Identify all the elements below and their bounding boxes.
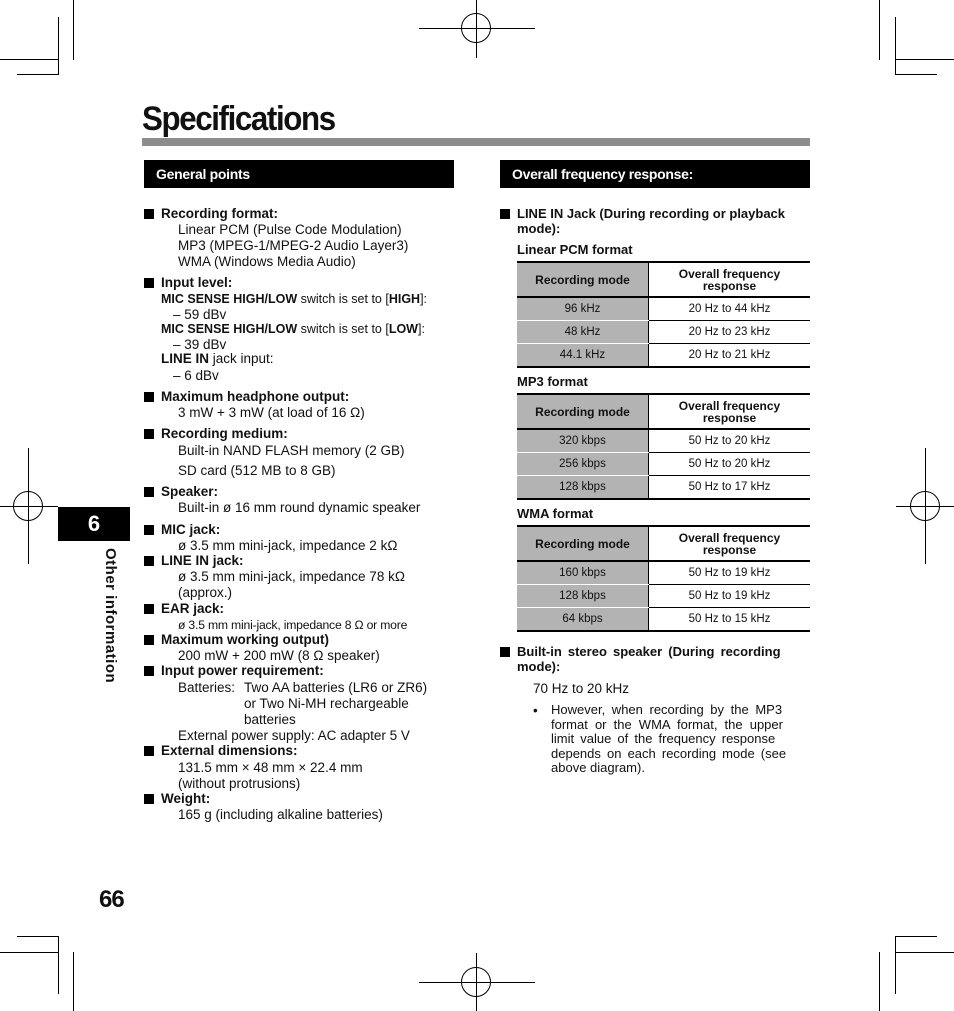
table-row: 96 kHz 20 Hz to 44 kHz	[517, 297, 810, 321]
table-row: 128 kbps 50 Hz to 19 kHz	[517, 585, 810, 608]
chapter-label: Other information	[102, 548, 119, 684]
bullet-square	[144, 635, 154, 645]
bullet-square	[144, 525, 154, 535]
frequency-response-heading: Overall frequency response:	[500, 160, 810, 188]
table-row: 48 kHz 20 Hz to 23 kHz	[517, 321, 810, 344]
bullet-square	[144, 556, 154, 566]
header-overall-frequency: Overall frequency response	[649, 526, 811, 561]
header-recording-mode: Recording mode	[517, 526, 649, 561]
bullet-square	[144, 429, 154, 439]
page-title: Specifications	[142, 100, 335, 138]
header-recording-mode: Recording mode	[517, 262, 649, 297]
table-title-wma: WMA format	[517, 506, 594, 521]
bullet-square	[500, 647, 510, 657]
table-row: 64 kbps 50 Hz to 15 kHz	[517, 608, 810, 632]
bullet-dot: •	[533, 703, 538, 718]
bullet-square	[500, 209, 510, 219]
header-recording-mode: Recording mode	[517, 394, 649, 429]
header-overall-frequency: Overall frequency response	[649, 394, 811, 429]
table-header-row	[517, 394, 810, 429]
table-row: 256 kbps 50 Hz to 20 kHz	[517, 453, 810, 476]
general-points-heading: General points	[144, 160, 454, 188]
bullet-square	[144, 604, 154, 614]
page-number: 66	[99, 886, 124, 913]
table-row: 44.1 kHz 20 Hz to 21 kHz	[517, 344, 810, 368]
mp3-table	[517, 393, 810, 500]
chapter-tab: 6	[58, 507, 130, 541]
header-overall-frequency: Overall frequency response	[649, 262, 811, 297]
table-row: 160 kbps 50 Hz to 19 kHz	[517, 561, 810, 585]
table-header-row	[517, 262, 810, 297]
title-rule	[142, 138, 810, 146]
bullet-square	[144, 487, 154, 497]
bullet-square	[144, 209, 154, 219]
bullet-square	[144, 666, 154, 676]
bullet-square	[144, 392, 154, 402]
bullet-square	[144, 794, 154, 804]
linear-pcm-table	[517, 261, 810, 368]
table-row: 128 kbps 50 Hz to 17 kHz	[517, 476, 810, 500]
table-title-linear-pcm: Linear PCM format	[517, 242, 633, 257]
table-title-mp3: MP3 format	[517, 374, 588, 389]
table-row: 320 kbps 50 Hz to 20 kHz	[517, 429, 810, 453]
wma-table	[517, 525, 810, 632]
bullet-square	[144, 278, 154, 288]
bullet-square	[144, 746, 154, 756]
table-header-row	[517, 526, 810, 561]
